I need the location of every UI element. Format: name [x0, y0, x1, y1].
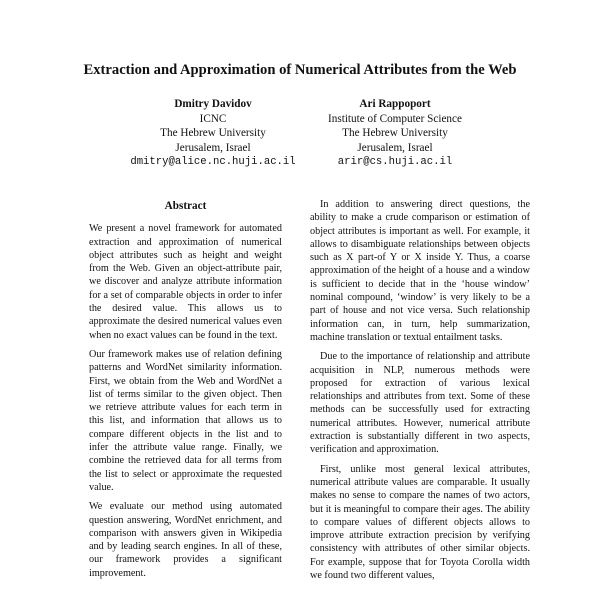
- author-affiliation: The Hebrew University: [342, 127, 448, 140]
- paper-title: Extraction and Approximation of Numerical Attributes from the Web: [83, 62, 517, 78]
- left-column: [89, 200, 282, 586]
- abstract-heading: Abstract: [164, 200, 207, 212]
- body-paragraph: First, unlike most general lexical attributes, numerical attribute values are comparable. It usually makes no sense to compare the names of two actors, but it is meaningful to compare their ages. The ability to compare values of different objects allows to improve attribute extraction precision by verifying consistency with attributes of other similar objects. For example, suppose that for Toyota Corolla width we found two different values,: [310, 463, 530, 582]
- author-affiliation: The Hebrew University: [160, 127, 266, 140]
- body-paragraph: In addition to answering direct questions, the ability to make a crude comparison or estimation of object attributes is important as well. For example, it allows to disambiguate relationships between objects such as X part-of Y or X inside Y. Thus, a coarse approximation of the height of a house and a window is sufficient to decide that in the ‘house window’ nominal compound, ‘window’ is very likely to be a part of house and not vice versa. Such relationship information can, in turn, help summarization, machine translation or textual entailment tasks.: [310, 199, 530, 343]
- author-affiliation: ICNC: [199, 112, 227, 125]
- body-paragraph: Due to the importance of relationship and attribute acquisition in NLP, numerous methods were proposed for extraction of various lexical relationships and attributes from text. Some of these methods can be successfully used for extracting numerical attributes. However, numerical attribute extraction is substantially different in two aspects, verification and approximation.: [310, 351, 530, 456]
- abstract-paragraph: We present a novel framework for automated extraction and approximation of numerical object attributes such as height and weight from the Web. Given an object-attribute pair, we discover and analyze attribute information for a set of comparable objects in order to infer the desired value. This allows us to approximate the desired numerical values even when no exact values can be found in the text.: [89, 223, 282, 341]
- author-name: Dmitry Davidov: [174, 98, 252, 110]
- abstract-paragraph: Our framework makes use of relation defining patterns and WordNet similarity information. First, we obtain from the Web and WordNet a list of terms similar to the given object. Then we retrieve attribute values for each term in this list, and information that allows us to compare different objects in the list and to infer the attribute value range. Finally, we combine the retrieved data for all terms from the list to select or approximate the requested value.: [89, 348, 282, 493]
- author-affiliation: Institute of Computer Science: [328, 112, 462, 125]
- author-location: Jerusalem, Israel: [175, 141, 251, 154]
- abstract-paragraph: We evaluate our method using automated question answering, WordNet enrichment, and comparison with answers given in Wikipedia and by leading search engines. In all of these, our framework provides a significant improvement.: [89, 501, 282, 579]
- author-name: Ari Rappoport: [359, 98, 431, 110]
- author-email: dmitry@alice.nc.huji.ac.il: [130, 156, 296, 169]
- author-location: Jerusalem, Israel: [357, 141, 433, 154]
- author-block-2: [280, 97, 510, 170]
- right-column: [310, 198, 530, 588]
- author-email: arir@cs.huji.ac.il: [337, 156, 453, 169]
